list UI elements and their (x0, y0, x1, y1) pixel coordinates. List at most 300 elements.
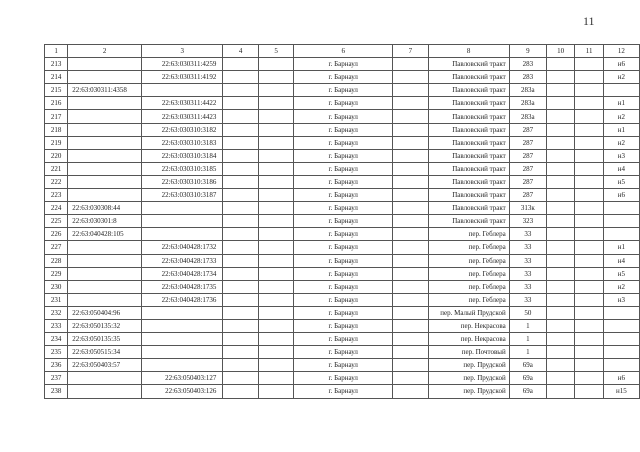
city-cell: г. Барнаул (294, 385, 393, 398)
column-header: 9 (509, 45, 546, 58)
col-11-cell (575, 189, 603, 202)
city-cell: г. Барнаул (294, 110, 393, 123)
city-cell: г. Барнаул (294, 280, 393, 293)
col-5-cell (258, 149, 293, 162)
col-7-cell (393, 346, 428, 359)
col-4-cell (223, 241, 258, 254)
cadastral-number-cell (68, 267, 142, 280)
city-cell: г. Барнаул (294, 136, 393, 149)
city-cell: г. Барнаул (294, 319, 393, 332)
cadastral-number-cell (68, 175, 142, 188)
row-number-cell: 231 (45, 293, 68, 306)
col-10-cell (546, 241, 574, 254)
cadastral-number-part-cell (142, 346, 223, 359)
street-cell: Павловский тракт (428, 175, 509, 188)
col-10-cell (546, 385, 574, 398)
row-number-cell: 222 (45, 175, 68, 188)
part-code-cell: н4 (603, 254, 639, 267)
street-cell: пер. Геблера (428, 228, 509, 241)
street-cell: пер. Прудской (428, 385, 509, 398)
table-row (45, 123, 640, 136)
cadastral-number-cell: 22:63:030301:8 (68, 215, 142, 228)
cadastral-number-part-cell: 22:63:030310:3183 (142, 136, 223, 149)
cadastral-number-part-cell: 22:63:030311:4259 (142, 58, 223, 71)
column-header: 7 (393, 45, 428, 58)
col-11-cell (575, 149, 603, 162)
row-number-cell: 218 (45, 123, 68, 136)
cadastral-number-part-cell: 22:63:030310:3186 (142, 175, 223, 188)
col-5-cell (258, 175, 293, 188)
house-number-cell: 33 (509, 228, 546, 241)
cadastral-number-part-cell: 22:63:050403:127 (142, 372, 223, 385)
col-5-cell (258, 346, 293, 359)
col-11-cell (575, 306, 603, 319)
cadastral-number-cell (68, 123, 142, 136)
col-5-cell (258, 136, 293, 149)
part-code-cell: н6 (603, 189, 639, 202)
street-cell: Павловский тракт (428, 149, 509, 162)
col-4-cell (223, 333, 258, 346)
col-4-cell (223, 202, 258, 215)
col-7-cell (393, 215, 428, 228)
street-cell: Павловский тракт (428, 162, 509, 175)
row-number-cell: 223 (45, 189, 68, 202)
table-row (45, 215, 640, 228)
col-11-cell (575, 228, 603, 241)
cadastral-number-part-cell: 22:63:030310:3184 (142, 149, 223, 162)
street-cell: Павловский тракт (428, 97, 509, 110)
col-7-cell (393, 280, 428, 293)
col-7-cell (393, 136, 428, 149)
cadastral-number-part-cell: 22:63:050403:126 (142, 385, 223, 398)
cadastral-number-part-cell: 22:63:030311:4423 (142, 110, 223, 123)
col-10-cell (546, 372, 574, 385)
street-cell: Павловский тракт (428, 215, 509, 228)
part-code-cell: н2 (603, 280, 639, 293)
table-row (45, 254, 640, 267)
house-number-cell: 69а (509, 372, 546, 385)
col-7-cell (393, 202, 428, 215)
col-11-cell (575, 359, 603, 372)
col-10-cell (546, 215, 574, 228)
house-number-cell: 287 (509, 149, 546, 162)
col-4-cell (223, 346, 258, 359)
col-5-cell (258, 97, 293, 110)
col-7-cell (393, 228, 428, 241)
house-number-cell: 287 (509, 123, 546, 136)
col-7-cell (393, 110, 428, 123)
col-11-cell (575, 123, 603, 136)
cadastral-number-part-cell: 22:63:040428:1733 (142, 254, 223, 267)
col-10-cell (546, 189, 574, 202)
col-4-cell (223, 162, 258, 175)
city-cell: г. Барнаул (294, 149, 393, 162)
col-7-cell (393, 359, 428, 372)
col-4-cell (223, 385, 258, 398)
row-number-cell: 215 (45, 84, 68, 97)
part-code-cell: н3 (603, 149, 639, 162)
column-header: 12 (603, 45, 639, 58)
col-4-cell (223, 319, 258, 332)
column-header: 11 (575, 45, 603, 58)
house-number-cell: 69а (509, 359, 546, 372)
cadastral-number-cell: 22:63:030311:4358 (68, 84, 142, 97)
col-4-cell (223, 372, 258, 385)
city-cell: г. Барнаул (294, 333, 393, 346)
col-10-cell (546, 228, 574, 241)
col-11-cell (575, 241, 603, 254)
city-cell: г. Барнаул (294, 175, 393, 188)
cadastral-number-part-cell (142, 84, 223, 97)
col-11-cell (575, 385, 603, 398)
table-row (45, 149, 640, 162)
part-code-cell (603, 333, 639, 346)
cadastral-number-part-cell: 22:63:030311:4192 (142, 71, 223, 84)
col-7-cell (393, 189, 428, 202)
city-cell: г. Барнаул (294, 254, 393, 267)
part-code-cell: н6 (603, 372, 639, 385)
cadastral-number-cell (68, 241, 142, 254)
house-number-cell: 283а (509, 97, 546, 110)
city-cell: г. Барнаул (294, 346, 393, 359)
col-11-cell (575, 293, 603, 306)
part-code-cell: н15 (603, 385, 639, 398)
table-row (45, 385, 640, 398)
cadastral-number-cell (68, 254, 142, 267)
part-code-cell: н4 (603, 162, 639, 175)
house-number-cell: 33 (509, 267, 546, 280)
house-number-cell: 33 (509, 280, 546, 293)
cadastral-number-cell: 22:63:050404:96 (68, 306, 142, 319)
col-7-cell (393, 333, 428, 346)
table-row (45, 333, 640, 346)
cadastral-number-cell (68, 280, 142, 293)
col-7-cell (393, 319, 428, 332)
col-10-cell (546, 175, 574, 188)
col-10-cell (546, 267, 574, 280)
cadastral-table (44, 44, 640, 399)
part-code-cell: н3 (603, 293, 639, 306)
col-4-cell (223, 228, 258, 241)
row-number-cell: 236 (45, 359, 68, 372)
col-7-cell (393, 306, 428, 319)
col-5-cell (258, 162, 293, 175)
house-number-cell: 1 (509, 333, 546, 346)
cadastral-number-cell (68, 293, 142, 306)
col-10-cell (546, 293, 574, 306)
col-10-cell (546, 346, 574, 359)
col-10-cell (546, 123, 574, 136)
table-row (45, 267, 640, 280)
city-cell: г. Барнаул (294, 71, 393, 84)
col-7-cell (393, 293, 428, 306)
cadastral-number-part-cell (142, 359, 223, 372)
col-7-cell (393, 241, 428, 254)
part-code-cell: н2 (603, 110, 639, 123)
header-row (45, 45, 640, 58)
cadastral-number-cell (68, 58, 142, 71)
table-row (45, 136, 640, 149)
part-code-cell (603, 359, 639, 372)
col-5-cell (258, 385, 293, 398)
street-cell: Павловский тракт (428, 58, 509, 71)
col-4-cell (223, 123, 258, 136)
table-row (45, 162, 640, 175)
part-code-cell: н1 (603, 97, 639, 110)
cadastral-number-cell (68, 162, 142, 175)
city-cell: г. Барнаул (294, 123, 393, 136)
row-number-cell: 234 (45, 333, 68, 346)
street-cell: Павловский тракт (428, 202, 509, 215)
table-row (45, 241, 640, 254)
cadastral-number-cell (68, 136, 142, 149)
city-cell: г. Барнаул (294, 58, 393, 71)
col-11-cell (575, 319, 603, 332)
col-11-cell (575, 267, 603, 280)
col-5-cell (258, 228, 293, 241)
cadastral-number-part-cell (142, 306, 223, 319)
col-4-cell (223, 215, 258, 228)
part-code-cell (603, 228, 639, 241)
cadastral-number-cell (68, 110, 142, 123)
cadastral-number-cell (68, 385, 142, 398)
part-code-cell (603, 346, 639, 359)
col-5-cell (258, 215, 293, 228)
city-cell: г. Барнаул (294, 306, 393, 319)
column-header: 4 (223, 45, 258, 58)
part-code-cell: н5 (603, 175, 639, 188)
part-code-cell: н1 (603, 241, 639, 254)
city-cell: г. Барнаул (294, 189, 393, 202)
col-5-cell (258, 123, 293, 136)
col-5-cell (258, 280, 293, 293)
city-cell: г. Барнаул (294, 162, 393, 175)
col-5-cell (258, 293, 293, 306)
table-row (45, 71, 640, 84)
city-cell: г. Барнаул (294, 359, 393, 372)
cadastral-number-cell: 22:63:050515:34 (68, 346, 142, 359)
house-number-cell: 33 (509, 241, 546, 254)
col-11-cell (575, 215, 603, 228)
col-11-cell (575, 84, 603, 97)
cadastral-number-part-cell: 22:63:040428:1732 (142, 241, 223, 254)
col-7-cell (393, 84, 428, 97)
cadastral-number-part-cell: 22:63:040428:1736 (142, 293, 223, 306)
cadastral-number-part-cell: 22:63:040428:1735 (142, 280, 223, 293)
part-code-cell: н5 (603, 267, 639, 280)
house-number-cell: 287 (509, 162, 546, 175)
row-number-cell: 221 (45, 162, 68, 175)
city-cell: г. Барнаул (294, 84, 393, 97)
col-4-cell (223, 110, 258, 123)
part-code-cell: н2 (603, 71, 639, 84)
table-row (45, 189, 640, 202)
col-5-cell (258, 333, 293, 346)
column-header: 8 (428, 45, 509, 58)
page-number: 11 (583, 14, 595, 28)
col-5-cell (258, 254, 293, 267)
house-number-cell: 69а (509, 385, 546, 398)
col-7-cell (393, 385, 428, 398)
cadastral-number-part-cell (142, 228, 223, 241)
street-cell: Павловский тракт (428, 84, 509, 97)
house-number-cell: 323 (509, 215, 546, 228)
row-number-cell: 219 (45, 136, 68, 149)
table-row (45, 293, 640, 306)
column-header: 6 (294, 45, 393, 58)
col-4-cell (223, 84, 258, 97)
col-10-cell (546, 58, 574, 71)
col-7-cell (393, 149, 428, 162)
col-5-cell (258, 267, 293, 280)
row-number-cell: 214 (45, 71, 68, 84)
cadastral-number-part-cell: 22:63:040428:1734 (142, 267, 223, 280)
row-number-cell: 233 (45, 319, 68, 332)
table-row (45, 97, 640, 110)
col-10-cell (546, 162, 574, 175)
street-cell: пер. Некрасова (428, 333, 509, 346)
col-4-cell (223, 359, 258, 372)
street-cell: пер. Прудской (428, 359, 509, 372)
col-10-cell (546, 71, 574, 84)
row-number-cell: 230 (45, 280, 68, 293)
house-number-cell: 33 (509, 254, 546, 267)
col-4-cell (223, 71, 258, 84)
column-header: 5 (258, 45, 293, 58)
house-number-cell: 33 (509, 293, 546, 306)
city-cell: г. Барнаул (294, 267, 393, 280)
cadastral-number-part-cell: 22:63:030310:3187 (142, 189, 223, 202)
col-11-cell (575, 110, 603, 123)
col-7-cell (393, 372, 428, 385)
cadastral-number-cell (68, 97, 142, 110)
column-header: 1 (45, 45, 68, 58)
column-header: 10 (546, 45, 574, 58)
cadastral-number-cell (68, 372, 142, 385)
house-number-cell: 283а (509, 110, 546, 123)
table-row (45, 359, 640, 372)
row-number-cell: 224 (45, 202, 68, 215)
col-4-cell (223, 58, 258, 71)
table-row (45, 58, 640, 71)
col-4-cell (223, 149, 258, 162)
col-5-cell (258, 84, 293, 97)
street-cell: Павловский тракт (428, 136, 509, 149)
table-row (45, 319, 640, 332)
col-11-cell (575, 175, 603, 188)
col-5-cell (258, 359, 293, 372)
table-row (45, 372, 640, 385)
street-cell: пер. Геблера (428, 293, 509, 306)
col-4-cell (223, 97, 258, 110)
house-number-cell: 313к (509, 202, 546, 215)
part-code-cell: н2 (603, 136, 639, 149)
col-5-cell (258, 241, 293, 254)
col-5-cell (258, 202, 293, 215)
col-10-cell (546, 319, 574, 332)
row-number-cell: 213 (45, 58, 68, 71)
row-number-cell: 216 (45, 97, 68, 110)
street-cell: пер. Некрасова (428, 319, 509, 332)
part-code-cell (603, 319, 639, 332)
street-cell: пер. Геблера (428, 241, 509, 254)
col-5-cell (258, 189, 293, 202)
part-code-cell: н1 (603, 123, 639, 136)
cadastral-number-cell: 22:63:030308:44 (68, 202, 142, 215)
city-cell: г. Барнаул (294, 241, 393, 254)
col-5-cell (258, 372, 293, 385)
col-11-cell (575, 136, 603, 149)
street-cell: пер. Прудской (428, 372, 509, 385)
col-11-cell (575, 71, 603, 84)
col-10-cell (546, 280, 574, 293)
street-cell: пер. Почтовый (428, 346, 509, 359)
col-4-cell (223, 175, 258, 188)
cadastral-number-part-cell: 22:63:030311:4422 (142, 97, 223, 110)
col-10-cell (546, 84, 574, 97)
part-code-cell (603, 215, 639, 228)
street-cell: Павловский тракт (428, 71, 509, 84)
row-number-cell: 235 (45, 346, 68, 359)
table-row (45, 346, 640, 359)
cadastral-number-cell (68, 189, 142, 202)
col-5-cell (258, 58, 293, 71)
col-5-cell (258, 110, 293, 123)
row-number-cell: 220 (45, 149, 68, 162)
table-row (45, 306, 640, 319)
house-number-cell: 287 (509, 175, 546, 188)
cadastral-number-cell (68, 149, 142, 162)
col-7-cell (393, 58, 428, 71)
row-number-cell: 238 (45, 385, 68, 398)
col-11-cell (575, 97, 603, 110)
house-number-cell: 1 (509, 319, 546, 332)
part-code-cell (603, 84, 639, 97)
row-number-cell: 217 (45, 110, 68, 123)
cadastral-number-part-cell (142, 319, 223, 332)
row-number-cell: 227 (45, 241, 68, 254)
city-cell: г. Барнаул (294, 372, 393, 385)
street-cell: пер. Геблера (428, 267, 509, 280)
col-11-cell (575, 58, 603, 71)
col-11-cell (575, 280, 603, 293)
col-10-cell (546, 97, 574, 110)
row-number-cell: 225 (45, 215, 68, 228)
cadastral-number-part-cell (142, 202, 223, 215)
cadastral-number-part-cell: 22:63:030310:3182 (142, 123, 223, 136)
col-5-cell (258, 319, 293, 332)
col-4-cell (223, 280, 258, 293)
col-4-cell (223, 136, 258, 149)
street-cell: пер. Геблера (428, 254, 509, 267)
row-number-cell: 229 (45, 267, 68, 280)
col-10-cell (546, 149, 574, 162)
cadastral-number-part-cell: 22:63:030310:3185 (142, 162, 223, 175)
column-header: 3 (142, 45, 223, 58)
cadastral-number-cell: 22:63:050403:57 (68, 359, 142, 372)
col-11-cell (575, 202, 603, 215)
street-cell: пер. Малый Прудской (428, 306, 509, 319)
house-number-cell: 287 (509, 189, 546, 202)
house-number-cell: 287 (509, 136, 546, 149)
table-row (45, 228, 640, 241)
city-cell: г. Барнаул (294, 202, 393, 215)
col-5-cell (258, 71, 293, 84)
col-10-cell (546, 110, 574, 123)
row-number-cell: 228 (45, 254, 68, 267)
col-10-cell (546, 359, 574, 372)
col-5-cell (258, 306, 293, 319)
